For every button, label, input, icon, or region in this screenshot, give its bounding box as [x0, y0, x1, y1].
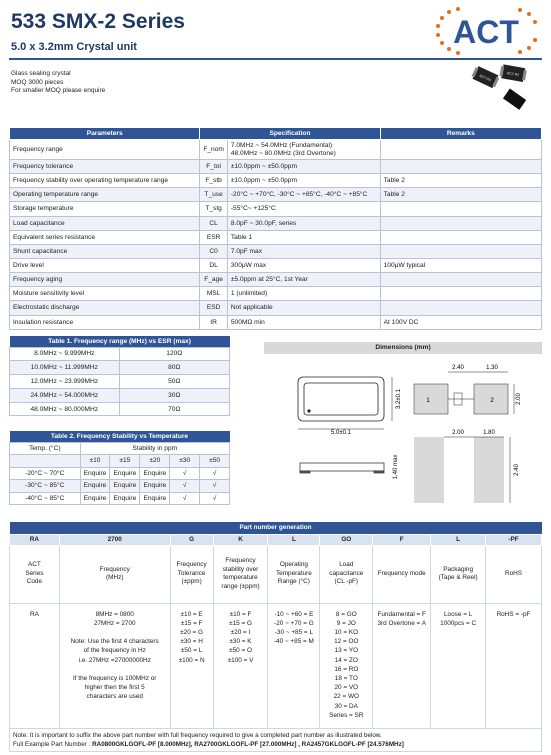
pn-val-line: ±30 = K — [229, 638, 252, 646]
part-number-table — [9, 522, 542, 752]
pn-val-line: If the frequency is 100MHz or — [72, 674, 157, 682]
spec-row — [10, 188, 542, 202]
pn-desc-line: Temperature — [275, 569, 312, 577]
spec-remark — [380, 273, 541, 287]
spec-remark: 100μW typical — [380, 258, 541, 272]
stability-temp: -30°C ~ 85°C — [10, 480, 81, 493]
pn-val-line: characters are used — [86, 693, 143, 701]
pn-val-line: ±20 = G — [180, 628, 204, 636]
pn-val-line: ±10 = E — [180, 610, 203, 618]
spec-param: Frequency stability over operating temperature range — [10, 174, 200, 188]
esr-range: 12.0MHz ~ 23.999MHz — [10, 375, 120, 389]
pn-code: K — [213, 534, 268, 545]
empty-cell — [10, 455, 81, 468]
pn-desc-cell — [320, 545, 373, 603]
ppm-header: ±10 — [80, 455, 110, 468]
pn-val-line: 8MHz = 0800 — [95, 610, 134, 618]
pn-val-line — [60, 628, 170, 637]
pn-desc-line: capacitance — [329, 569, 364, 577]
page-subtitle: 5.0 x 3.2mm Crystal unit — [11, 41, 137, 53]
pn-val-line: 10 = KO — [334, 628, 359, 636]
pn-desc-cell — [486, 545, 542, 603]
spec-param: Equivalent series resistance — [10, 230, 200, 244]
pn-desc-line: Operating — [279, 561, 308, 569]
pn-desc-line: (Tape & Reel) — [438, 574, 478, 581]
pn-val-line: 20 = VO — [334, 684, 359, 692]
pin2-label: 2 — [490, 397, 494, 404]
pn-val-line: 8 = GO — [335, 610, 357, 618]
pn-val-cell — [213, 603, 268, 728]
spec-value: 1 (unlimited) — [227, 287, 380, 301]
esr-value: 120Ω — [119, 347, 229, 361]
pn-val-line: ±20 = I — [230, 628, 251, 636]
esr-range: 8.0MHz ~ 9.999MHz — [10, 347, 120, 361]
logo-text: ACT — [453, 14, 519, 50]
pin1-marker — [307, 409, 310, 412]
esr-value: 30Ω — [119, 388, 229, 402]
stability-cell: √ — [170, 467, 200, 480]
spec-row — [10, 258, 542, 272]
stability-row — [10, 467, 230, 480]
spec-header-spec: Specification — [200, 128, 380, 140]
spec-param: Drive level — [10, 258, 200, 272]
stability-col-header: Stability in ppm — [80, 442, 230, 455]
stability-cell: √ — [170, 492, 200, 505]
spec-row — [10, 140, 542, 160]
body-height-label: 3.2±0.1 — [396, 389, 402, 409]
pn-val-line: ±100 = V — [227, 656, 254, 664]
spec-symbol: MSL — [200, 287, 228, 301]
pn-code: -PF — [486, 534, 542, 545]
spec-remark: Table 2 — [380, 174, 541, 188]
pn-val-line: 13 = YO — [334, 647, 359, 655]
spec-row — [10, 287, 542, 301]
pn-val-line — [60, 665, 170, 674]
pn-val-line: ±50 = L — [180, 647, 203, 655]
pn-code: L — [431, 534, 486, 545]
stability-row — [10, 480, 230, 493]
dimensions-drawing — [262, 355, 544, 510]
ppm-header: ±30 — [170, 455, 200, 468]
notes — [11, 70, 105, 96]
esr-range: 48.0MHz ~ 80.000MHz — [10, 402, 120, 416]
pn-val-line: Loose = L — [444, 610, 473, 618]
top-view — [298, 377, 384, 421]
example-label: Full Example Part Number : — [13, 740, 91, 748]
spec-value: Table 1 — [227, 230, 380, 244]
stability-cell: Enquire — [140, 480, 170, 493]
header-rule — [9, 58, 542, 60]
stability-cell: Enquire — [80, 480, 110, 493]
spec-remark — [380, 216, 541, 230]
pn-val-line: ±50 = O — [229, 647, 252, 655]
part-number-note: Note: It is important to suffix the above part number with full frequency required to give a completed part number as illustrated below. — [13, 731, 382, 739]
esr-row — [10, 361, 230, 375]
pn-val-line: 22 = WO — [333, 693, 359, 701]
part-number-footer — [10, 728, 542, 751]
spec-remark — [380, 301, 541, 315]
spec-symbol: ESR — [200, 230, 228, 244]
spec-remark: At 100V DC — [380, 315, 541, 329]
pn-desc-cell — [59, 545, 170, 603]
spec-value-line: 48.0MHz ~ 80.0MHz (3rd Overtone) — [230, 149, 336, 157]
pn-desc-cell — [170, 545, 213, 603]
pn-val-line: 3rd Overtone = A — [377, 619, 426, 627]
pn-val-line: -40 ~ +85 = M — [273, 638, 314, 646]
esr-value: 80Ω — [119, 361, 229, 375]
spec-value: 8.0pF ~ 30.0pF, series — [227, 216, 380, 230]
spec-value: 300μW max — [227, 258, 380, 272]
stability-cell: Enquire — [140, 492, 170, 505]
pn-code: F — [373, 534, 431, 545]
pn-desc-line: Range (°C) — [277, 578, 310, 586]
page-title: 533 SMX-2 Series — [11, 10, 185, 33]
spec-value: 500MΩ min — [227, 315, 380, 329]
pn-desc-cell — [373, 545, 431, 603]
stability-cell: Enquire — [80, 492, 110, 505]
ppm-header: ±20 — [140, 455, 170, 468]
esr-value: 50Ω — [119, 375, 229, 389]
spec-param: Moisture sensitivity level — [10, 287, 200, 301]
pn-code: RA — [10, 534, 60, 545]
pn-val-line: ±100 = N — [178, 656, 205, 664]
pn-val-line: -10 ~ +60 = E — [274, 610, 314, 618]
stability-cell: Enquire — [80, 467, 110, 480]
stability-cell: √ — [200, 492, 230, 505]
pn-val-cell — [170, 603, 213, 728]
spec-symbol: DL — [200, 258, 228, 272]
esr-row — [10, 402, 230, 416]
stability-cell: √ — [170, 480, 200, 493]
spec-symbol: F_stb — [200, 174, 228, 188]
pn-val-line: 14 = ZO — [334, 656, 358, 664]
pn-val-line: RA — [29, 610, 39, 618]
land-pattern — [414, 437, 504, 503]
spec-param: Frequency range — [10, 140, 200, 160]
spec-value — [227, 140, 380, 160]
dimensions-title: Dimensions (mm) — [264, 342, 542, 354]
pn-desc-line: Frequency — [176, 561, 207, 569]
spec-header-remarks: Remarks — [380, 128, 541, 140]
esr-row — [10, 347, 230, 361]
stability-cell: √ — [200, 480, 230, 493]
pn-val-line: 16 = RO — [334, 665, 359, 673]
stability-cell: Enquire — [110, 480, 140, 493]
pn-desc-cell — [268, 545, 320, 603]
spec-value: 7.0pF max — [227, 244, 380, 258]
spec-param: Frequency tolerance — [10, 160, 200, 174]
spec-value-line: 7.0MHz ~ 54.0MHz (Fundamental) — [230, 142, 333, 149]
stability-table-title: Table 2. Frequency Stability vs Temperature — [10, 431, 230, 442]
pn-val-line: ±30 = H — [180, 638, 203, 646]
spec-symbol: T_use — [200, 188, 228, 202]
pn-val-cell — [373, 603, 431, 728]
esr-range: 24.0MHz ~ 54.000MHz — [10, 388, 120, 402]
land-dim-b: 1.80 — [483, 430, 495, 436]
pn-code: GO — [320, 534, 373, 545]
pn-val-cell — [320, 603, 373, 728]
spec-remark — [380, 202, 541, 216]
pn-desc-line: Load — [339, 561, 354, 569]
esr-table-title: Table 1. Frequency range (MHz) vs ESR (max) — [10, 336, 230, 347]
full-example — [13, 740, 538, 749]
spec-remark — [380, 287, 541, 301]
svg-text:ACT P0: ACT P0 — [478, 73, 492, 83]
pn-desc-cell — [213, 545, 268, 603]
stability-cell: Enquire — [140, 467, 170, 480]
spec-remark: Table 2 — [380, 188, 541, 202]
spec-remark — [380, 140, 541, 160]
spec-symbol: C0 — [200, 244, 228, 258]
esr-row — [10, 388, 230, 402]
pn-val-line: Fundamental = F — [377, 610, 426, 618]
crystal-photos — [470, 60, 530, 115]
spec-row — [10, 202, 542, 216]
pn-desc-line: Series — [25, 569, 44, 577]
ppm-header: ±15 — [110, 455, 140, 468]
pn-val-line: 12 = OO — [334, 638, 359, 646]
spec-param: Frequency aging — [10, 273, 200, 287]
pad-dim-h: 2.00 — [516, 393, 522, 405]
pn-val-cell — [431, 603, 486, 728]
pn-desc-cell — [431, 545, 486, 603]
spec-row — [10, 160, 542, 174]
pn-desc-line: (MHz) — [106, 574, 124, 581]
esr-value: 70Ω — [119, 402, 229, 416]
body-width-label: 5.0±0.1 — [331, 430, 351, 436]
spec-param: Shunt capacitance — [10, 244, 200, 258]
pn-desc-line: (CL -pF) — [334, 578, 359, 586]
pn-desc-line: range (±ppm) — [221, 582, 260, 590]
spec-row — [10, 273, 542, 287]
land-dim-h: 2.40 — [514, 464, 520, 476]
pn-code: L — [268, 534, 320, 545]
pad-dim-b: 1.30 — [486, 365, 498, 371]
spec-row — [10, 216, 542, 230]
temp-col-header: Temp. (°C) — [10, 442, 81, 455]
spec-symbol: T_stg — [200, 202, 228, 216]
spec-value: ±10.0ppm ~ ±50.0ppm — [227, 174, 380, 188]
stability-cell: Enquire — [110, 492, 140, 505]
pn-val-line: Series = SR — [329, 711, 364, 719]
spec-header-params: Parameters — [10, 128, 200, 140]
esr-range: 10.0MHz ~ 11.999MHz — [10, 361, 120, 375]
spec-remark — [380, 230, 541, 244]
spec-remark — [380, 244, 541, 258]
spec-value: ±5.0ppm at 25°C, 1st Year — [227, 273, 380, 287]
stability-cell: Enquire — [110, 467, 140, 480]
spec-param: Storage temperature — [10, 202, 200, 216]
pn-code: 2700 — [59, 534, 170, 545]
spec-symbol: IR — [200, 315, 228, 329]
spec-value: -55°C~ +125°C — [227, 202, 380, 216]
pn-desc-line: ACT — [28, 561, 41, 569]
note-line: MOQ 3000 pieces — [11, 78, 64, 86]
pn-val-line: RoHS = -pF — [496, 610, 531, 618]
pn-val-line: ±15 = G — [229, 619, 252, 627]
height-label: 1.40 max — [393, 454, 399, 480]
side-view — [300, 463, 384, 473]
esr-row — [10, 375, 230, 389]
pn-val-line: 1000pcs = C — [440, 619, 477, 627]
stability-cell: √ — [200, 467, 230, 480]
svg-text:ACT P2: ACT P2 — [506, 71, 520, 78]
pn-desc-line: (±ppm) — [181, 578, 202, 586]
pn-desc-line: Code — [26, 578, 43, 586]
esr-table — [9, 336, 230, 416]
note-line: For smaller MOQ please enquire — [11, 87, 106, 94]
stability-temp: -40°C ~ 85°C — [10, 492, 81, 505]
ppm-header: ±50 — [200, 455, 230, 468]
pn-val-line: 30 = DA — [334, 702, 358, 710]
crystal-photo-3 — [503, 89, 526, 110]
example-values: RA0800GKLGOFL-PF [8.000MHz], RA2700GKLGOFL-PF [27.000MHz] , RA2457GKLGOFL-PF [24.576MHz] — [92, 740, 404, 748]
stability-table — [9, 431, 230, 505]
pn-val-cell — [486, 603, 542, 728]
spec-symbol: F_tol — [200, 160, 228, 174]
spec-row — [10, 244, 542, 258]
pn-val-line: ±15 = F — [180, 619, 203, 627]
pn-val-line: 27MHz = 2700 — [93, 619, 136, 627]
pn-val-line: of the frequency in Hz — [83, 647, 146, 655]
spec-symbol: ESD — [200, 301, 228, 315]
act-logo — [430, 6, 542, 56]
note-line: Glass sealing crystal — [11, 70, 71, 77]
pn-desc-line: Packaging — [443, 565, 474, 573]
spec-row — [10, 230, 542, 244]
pn-val-line: 18 = TO — [334, 674, 358, 682]
spec-symbol: F_nom — [200, 140, 228, 160]
pn-code: G — [170, 534, 213, 545]
part-number-title: Part number generation — [10, 522, 542, 534]
spec-row — [10, 315, 542, 329]
spec-symbol: F_age — [200, 273, 228, 287]
spec-value: ±10.0ppm ~ ±50.0ppm — [227, 160, 380, 174]
spec-symbol: CL — [200, 216, 228, 230]
spec-value: -20°C ~ +70°C, -30°C ~ +85°C, -40°C ~ +85°C — [227, 188, 380, 202]
land-dim-a: 2.00 — [452, 430, 464, 436]
pn-val-cell — [59, 603, 170, 728]
pn-val-line: higher then the first 5 — [84, 684, 145, 692]
spec-row — [10, 301, 542, 315]
pn-val-line: -30 ~ +85 = L — [274, 628, 313, 636]
spec-param: Insulation resistance — [10, 315, 200, 329]
pn-desc-line: stability over — [222, 565, 259, 573]
pn-desc-line: Tolerance — [177, 569, 206, 577]
pn-val-line: -20 ~ +70 = G — [274, 619, 314, 627]
spec-param: Load capacitance — [10, 216, 200, 230]
pn-desc-line: temperature — [223, 574, 258, 581]
pn-desc-line: Frequency — [225, 557, 256, 564]
stability-temp: -20°C ~ 70°C — [10, 467, 81, 480]
pn-val-cell — [268, 603, 320, 728]
pn-val-cell — [10, 603, 60, 728]
spec-param: Operating temperature range — [10, 188, 200, 202]
spec-row — [10, 174, 542, 188]
pad-dim-a: 2.40 — [452, 365, 464, 371]
pn-desc-cell — [10, 545, 60, 603]
spec-table — [9, 127, 542, 330]
pn-val-line: 9 = JO — [336, 619, 356, 627]
pn-val-line: i.e. 27MHz =27000000Hz — [78, 656, 151, 664]
spec-remark — [380, 160, 541, 174]
spec-param: Electrostatic discharge — [10, 301, 200, 315]
pn-desc-line: Frequency mode — [377, 569, 426, 577]
pn-val-line: ±10 = F — [229, 610, 252, 618]
pn-desc-line: Frequency — [99, 565, 130, 573]
spec-value: Not applicable — [227, 301, 380, 315]
pin1-label: 1 — [426, 397, 430, 404]
pn-desc-line: RoHS — [505, 569, 523, 577]
stability-row — [10, 492, 230, 505]
pn-val-line: Note: Use the first 4 characters — [70, 638, 159, 646]
